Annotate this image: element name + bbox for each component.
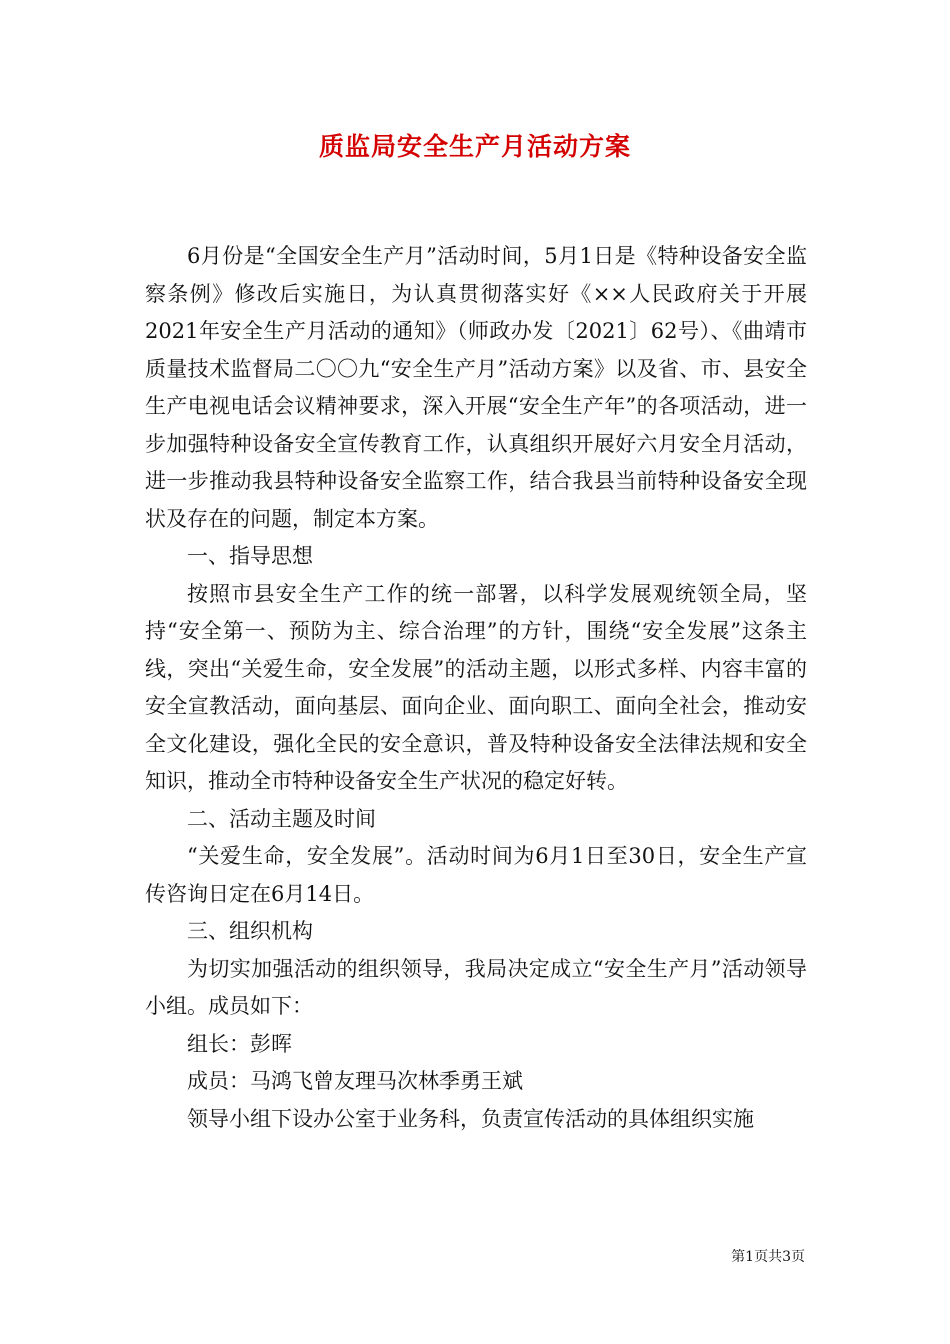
intro-paragraph: 6月份是“全国安全生产月”活动时间，5月1日是《特种设备安全监察条例》修改后实施日，为认真贯彻落实好《××人民政府关于开展2021年安全生产月活动的通知》（师政办发〔2021〕62号）、《曲靖市质量技术监督局二〇〇九“安全生产月”活动方案》以及省、市、县安全生产电视电话会议精神要求，深入开展“安全生产年”的各项活动，进一步加强特种设备安全宣传教育工作，认真组织开展好六月安全月活动，进一步推动我县特种设备安全监察工作，结合我县当前特种设备安全现状及存在的问题，制定本方案。 — [145, 244, 807, 531]
section-heading-organization: 三、组织机构 — [187, 919, 313, 943]
section-heading-guiding-thought: 一、指导思想 — [187, 544, 313, 568]
theme-and-time-paragraph: “关爱生命，安全发展”。活动时间为6月1日至30日，安全生产宣传咨询日定在6月14日。 — [145, 844, 807, 906]
office-paragraph: 领导小组下设办公室于业务科，负责宣传活动的具体组织实施 — [187, 1106, 754, 1131]
team-leader-line: 组长：彭晖 — [187, 1031, 292, 1056]
section-heading-theme-and-time: 二、活动主题及时间 — [187, 806, 376, 831]
page-number: 第1页共3页 — [731, 1249, 805, 1265]
document-title: 质监局安全生产月活动方案 — [318, 132, 631, 161]
organization-paragraph: 为切实加强活动的组织领导，我局决定成立“安全生产月”活动领导小组。成员如下： — [145, 956, 807, 1018]
guiding-thought-paragraph: 按照市县安全生产工作的统一部署，以科学发展观统领全局，坚持“安全第一、预防为主、综合治理”的方针，围绕“安全发展”这条主线，突出“关爱生命，安全发展”的活动主题，以形式多样、内容丰富的安全宣教活动，面向基层、面向企业、面向职工、面向全社会，推动安全文化建设，强化全民的安全意识，普及特种设备安全法律法规和安全知识，推动全市特种设备安全生产状况的稳定好转。 — [145, 581, 807, 793]
document-body — [145, 238, 807, 1138]
team-members-line: 成员：马鸿飞曾友理马次林季勇王斌 — [187, 1069, 523, 1093]
